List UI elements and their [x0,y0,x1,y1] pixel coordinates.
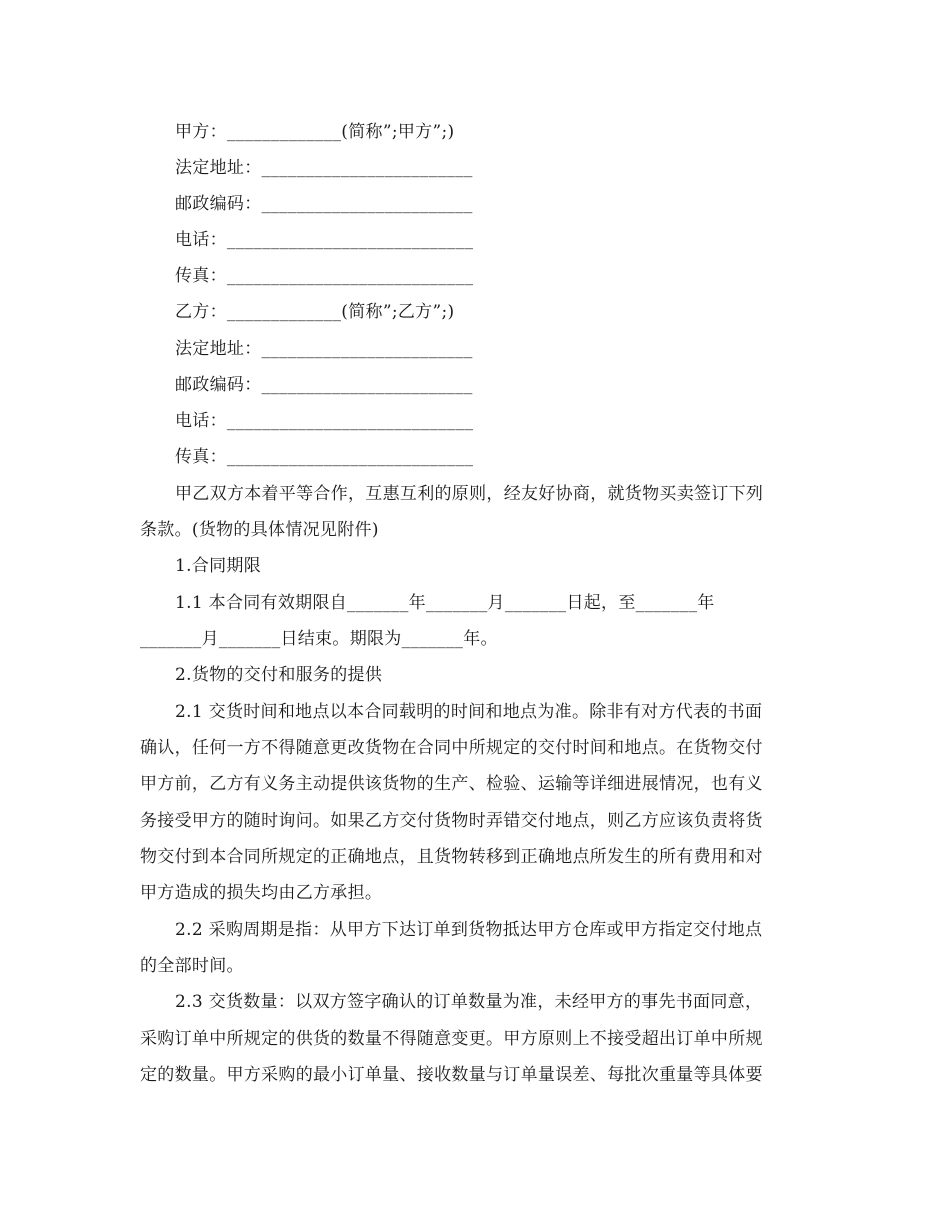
section-1-heading: 1.合同期限 [175,556,262,576]
clause-1-1-line: _______月_______日结束。期限为_______年。 [140,629,498,649]
intro-line: 条款。(货物的具体情况见附件) [140,520,379,540]
party-a-address: 法定地址：________________________ [175,158,473,178]
party-a-line: 甲方：_____________(简称”;甲方”;) [175,122,455,142]
clause-2-1-line: 务接受甲方的随时询问。如果乙方交付货物时弄错交付地点，则乙方应该负责将货 [140,811,763,831]
clause-2-3-line: 定的数量。甲方采购的最小订单量、接收数量与订单量误差、每批次重量等具体要 [140,1065,763,1085]
party-b-postcode: 邮政编码：________________________ [175,375,473,395]
clause-2-3-line: 2.3 交货数量：以双方签字确认的订单数量为准，未经甲方的事先书面同意， [175,992,763,1012]
party-a-postcode: 邮政编码：________________________ [175,194,473,214]
party-b-phone: 电话：____________________________ [175,411,474,431]
clause-1-1-line: 1.1 本合同有效期限自_______年_______月_______日起，至_______年 [175,593,715,613]
party-a-fax: 传真：____________________________ [175,266,474,286]
clause-2-1-line: 确认，任何一方不得随意更改货物在合同中所规定的交付时间和地点。在货物交付 [140,738,763,758]
party-a-phone: 电话：____________________________ [175,230,474,250]
clause-2-1-line: 甲方造成的损失均由乙方承担。 [140,883,383,903]
party-b-line: 乙方：_____________(简称”;乙方”;) [175,302,455,322]
clause-2-3-line: 采购订单中所规定的供货的数量不得随意变更。甲方原则上不接受超出订单中所规 [140,1029,763,1049]
clause-2-2-line: 的全部时间。 [140,956,244,976]
clause-2-1-line: 物交付到本合同所规定的正确地点，且货物转移到正确地点所发生的所有费用和对 [140,847,763,867]
clause-2-1-line: 2.1 交货时间和地点以本合同载明的时间和地点为准。除非有对方代表的书面 [175,702,763,722]
clause-2-2-line: 2.2 采购周期是指：从甲方下达订单到货物抵达甲方仓库或甲方指定交付地点 [175,920,763,940]
clause-2-1-line: 甲方前，乙方有义务主动提供该货物的生产、检验、运输等详细进展情况，也有义 [140,774,763,794]
party-b-fax: 传真：____________________________ [175,447,474,467]
intro-line: 甲乙双方本着平等合作，互惠互利的原则，经友好协商，就货物买卖签订下列 [175,484,764,504]
section-2-heading: 2.货物的交付和服务的提供 [175,665,383,685]
party-b-address: 法定地址：________________________ [175,339,473,359]
